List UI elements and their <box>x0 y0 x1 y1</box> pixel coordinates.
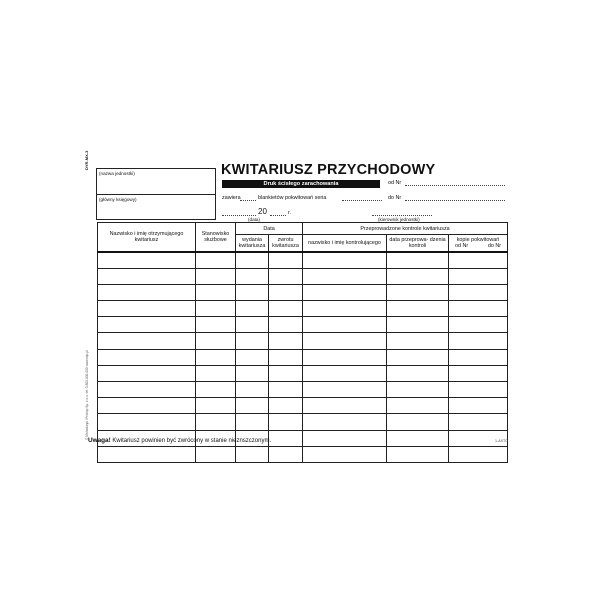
table-cell[interactable] <box>236 301 269 317</box>
table-cell[interactable] <box>303 382 387 398</box>
date-caption: (data) <box>248 217 261 222</box>
table-cell[interactable] <box>98 333 196 349</box>
table-cell[interactable] <box>387 430 449 446</box>
header-left-divider <box>96 194 216 195</box>
table-cell[interactable] <box>236 365 269 381</box>
table-cell[interactable] <box>98 414 196 430</box>
table-row <box>98 301 508 317</box>
table-cell[interactable] <box>269 414 303 430</box>
table-cell[interactable] <box>303 446 387 462</box>
table-row <box>98 349 508 365</box>
header-controls: Przeprowadzone kontrole kwitariusza <box>303 223 508 235</box>
table-cell[interactable] <box>303 333 387 349</box>
table-cell[interactable] <box>196 301 236 317</box>
table-cell[interactable] <box>196 446 236 462</box>
table-cell[interactable] <box>269 446 303 462</box>
header-control-date: data przeprowa- dzenia kontroli <box>387 235 449 252</box>
table-cell[interactable] <box>449 317 508 333</box>
header-position: Stanowisko służbowe <box>196 223 236 252</box>
header-copies-label: kopie pokwitowań <box>456 236 500 243</box>
table-cell[interactable] <box>236 268 269 284</box>
note-bold: Uwaga! <box>88 437 111 444</box>
table-cell[interactable] <box>449 252 508 269</box>
table-cell[interactable] <box>449 398 508 414</box>
table-cell[interactable] <box>196 349 236 365</box>
form-code: 1-AXTO <box>495 439 508 443</box>
header-date-return: zwrotu kwitariusza <box>269 235 303 252</box>
table-cell[interactable] <box>269 252 303 269</box>
table-cell[interactable] <box>196 284 236 300</box>
table-cell[interactable] <box>449 268 508 284</box>
table-cell[interactable] <box>236 398 269 414</box>
table-row <box>98 414 508 430</box>
main-accountant-label: (główny księgowy) <box>99 197 137 202</box>
table-cell[interactable] <box>236 382 269 398</box>
table-cell[interactable] <box>236 446 269 462</box>
table-cell[interactable] <box>449 382 508 398</box>
table-row <box>98 268 508 284</box>
table-cell[interactable] <box>269 317 303 333</box>
table-cell[interactable] <box>449 284 508 300</box>
unit-name-label: (nazwa jednostki) <box>99 171 135 176</box>
table-cell[interactable] <box>98 284 196 300</box>
table-cell[interactable] <box>387 268 449 284</box>
table-cell[interactable] <box>387 446 449 462</box>
table-cell[interactable] <box>387 317 449 333</box>
table-cell[interactable] <box>269 349 303 365</box>
table-cell[interactable] <box>98 398 196 414</box>
table-cell[interactable] <box>196 365 236 381</box>
table-cell[interactable] <box>449 301 508 317</box>
note <box>88 437 271 444</box>
table-cell[interactable] <box>387 365 449 381</box>
table-cell[interactable] <box>98 365 196 381</box>
table-cell[interactable] <box>303 349 387 365</box>
header-copies <box>449 235 508 252</box>
table-cell[interactable] <box>303 414 387 430</box>
table-cell[interactable] <box>98 317 196 333</box>
od-nr-field[interactable] <box>405 185 505 186</box>
year-prefix: 20 <box>258 207 267 216</box>
table-row <box>98 252 508 269</box>
table-row <box>98 284 508 300</box>
table-cell[interactable] <box>449 446 508 462</box>
header-date-issue: wydania kwitariusza <box>236 235 269 252</box>
table-row <box>98 333 508 349</box>
table-cell[interactable] <box>236 317 269 333</box>
note-text: Kwitariusz powinien być zwrócony w stanie nieznszczonym. <box>112 438 272 444</box>
table-cell[interactable] <box>98 268 196 284</box>
table-cell[interactable] <box>303 268 387 284</box>
year-suffix: r. <box>288 210 291 216</box>
table-cell[interactable] <box>303 252 387 269</box>
table-cell[interactable] <box>387 301 449 317</box>
table-cell[interactable] <box>98 349 196 365</box>
series-field[interactable] <box>342 200 382 201</box>
table-cell[interactable] <box>303 430 387 446</box>
table-cell[interactable] <box>236 333 269 349</box>
table-cell[interactable] <box>387 333 449 349</box>
table-cell[interactable] <box>269 268 303 284</box>
table-cell[interactable] <box>303 301 387 317</box>
table-cell[interactable] <box>269 365 303 381</box>
table-cell[interactable] <box>269 382 303 398</box>
form-subtitle: Druk ścisłego zarachowania <box>222 180 380 188</box>
table-cell[interactable] <box>387 398 449 414</box>
side-form-code: DYR-MX-3 <box>84 150 89 170</box>
table-cell[interactable] <box>196 268 236 284</box>
table-cell[interactable] <box>236 349 269 365</box>
table-cell[interactable] <box>303 284 387 300</box>
header-recipient-name: Nazwisko i imię otrzymującego kwitariusz <box>98 223 196 252</box>
manager-caption: (kierownik jednostki) <box>378 217 420 222</box>
table-row <box>98 317 508 333</box>
table-cell[interactable] <box>196 398 236 414</box>
side-printer-info: © Michalczyk i Prokop Sp. z o.o. tel. 0-800-000-000 www.mip.pl <box>85 350 89 440</box>
table-cell[interactable] <box>236 414 269 430</box>
table-cell[interactable] <box>196 252 236 269</box>
header-copies-from: od Nr <box>455 242 469 249</box>
header-date: Data <box>236 223 303 235</box>
table-cell[interactable] <box>196 414 236 430</box>
table-cell[interactable] <box>449 333 508 349</box>
table-cell[interactable] <box>236 252 269 269</box>
table-cell[interactable] <box>449 365 508 381</box>
year-field[interactable] <box>270 215 286 216</box>
form-title: KWITARIUSZ PRZYCHODOWY <box>221 162 436 178</box>
table-cell[interactable] <box>269 333 303 349</box>
register-table <box>97 222 508 463</box>
do-nr-label: do Nr <box>388 195 402 201</box>
table-cell[interactable] <box>387 382 449 398</box>
od-nr-label: od Nr <box>388 180 402 186</box>
table-row <box>98 382 508 398</box>
table-cell[interactable] <box>387 252 449 269</box>
count-field[interactable] <box>240 200 256 201</box>
table-cell[interactable] <box>449 414 508 430</box>
table-row <box>98 446 508 462</box>
table-cell[interactable] <box>449 349 508 365</box>
table-cell[interactable] <box>269 284 303 300</box>
table-cell[interactable] <box>303 398 387 414</box>
table-cell[interactable] <box>303 317 387 333</box>
table-cell[interactable] <box>387 284 449 300</box>
table-cell[interactable] <box>387 414 449 430</box>
header-controller: nazwisko i imię kontrolującego <box>303 235 387 252</box>
table-cell[interactable] <box>98 252 196 269</box>
table-row <box>98 398 508 414</box>
table-cell[interactable] <box>98 446 196 462</box>
do-nr-field[interactable] <box>405 200 505 201</box>
table-cell[interactable] <box>269 301 303 317</box>
blankiety-label: blankietów pokwitowań seria <box>258 195 327 201</box>
zawiera-label: zawiera <box>222 195 241 201</box>
table-cell[interactable] <box>269 398 303 414</box>
table-cell[interactable] <box>236 284 269 300</box>
table-cell[interactable] <box>269 430 303 446</box>
table-cell[interactable] <box>303 365 387 381</box>
header-copies-to: do Nr <box>487 242 502 249</box>
table-cell[interactable] <box>196 317 236 333</box>
table-row <box>98 365 508 381</box>
table-cell[interactable] <box>387 349 449 365</box>
table-cell[interactable] <box>196 333 236 349</box>
date-field[interactable] <box>222 215 256 216</box>
manager-signature-field[interactable] <box>372 215 432 216</box>
table-cell[interactable] <box>196 382 236 398</box>
table-cell[interactable] <box>98 382 196 398</box>
table-cell[interactable] <box>98 301 196 317</box>
